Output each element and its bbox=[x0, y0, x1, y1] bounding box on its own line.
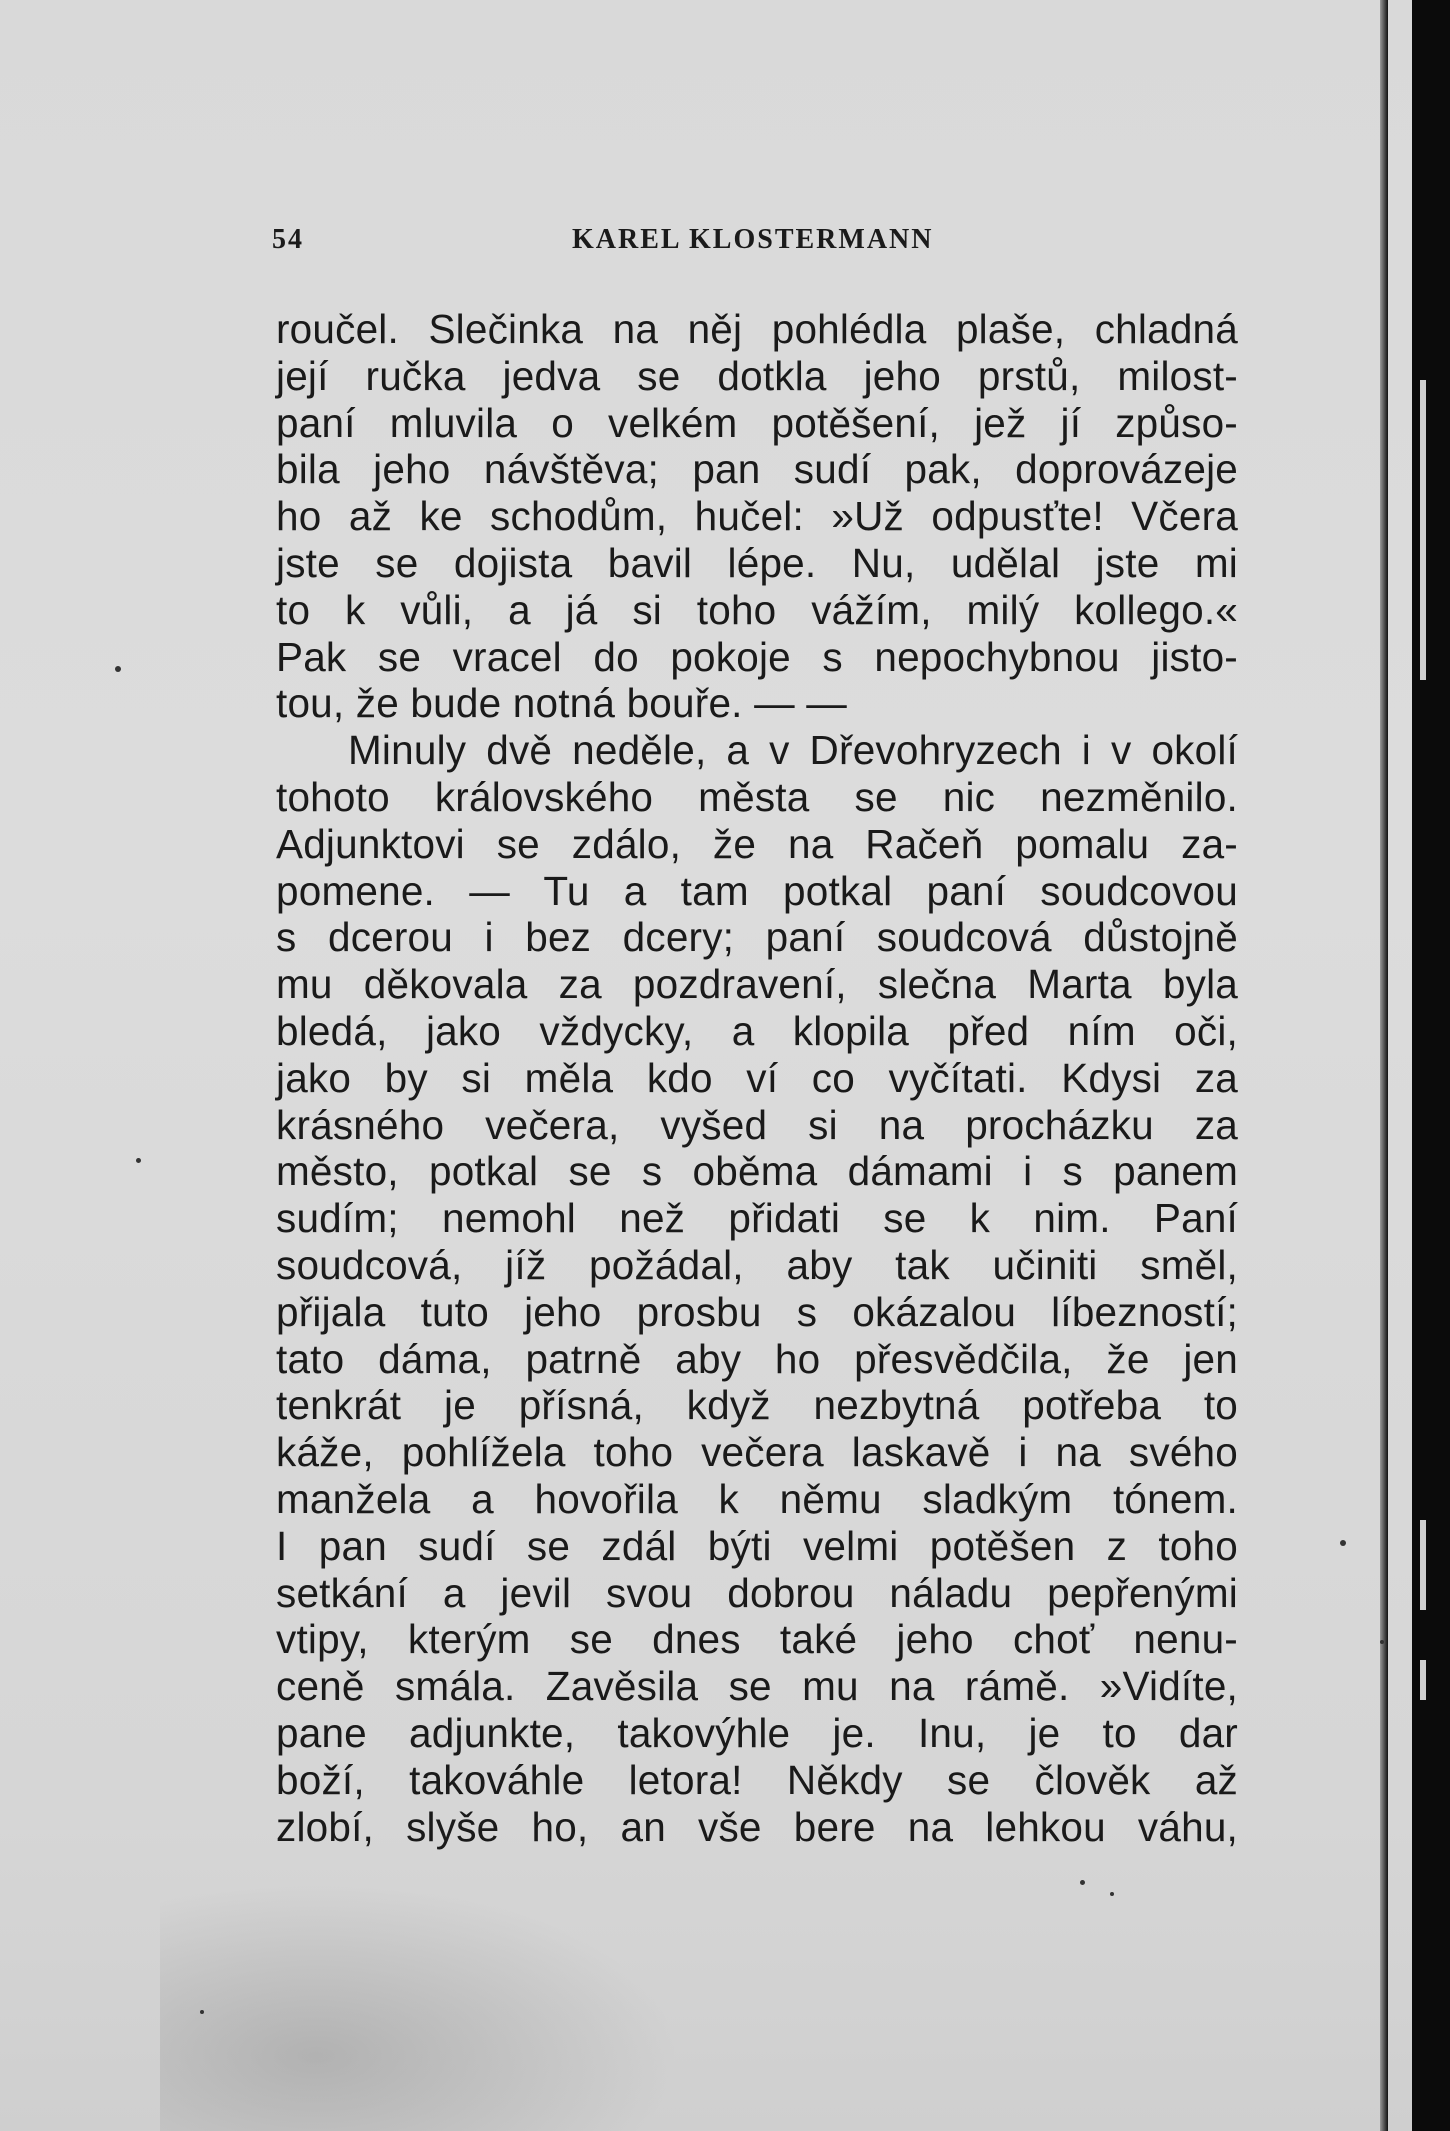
text-line: ceně smála. Zavěsila se mu na rámě. »Vidíte, bbox=[276, 1663, 1238, 1710]
text-line: město, potkal se s oběma dámami i s panem bbox=[276, 1148, 1238, 1195]
text-line: káže, pohlížela toho večera laskavě i na svého bbox=[276, 1429, 1238, 1476]
print-speck bbox=[115, 666, 121, 672]
text-line: pomene. — Tu a tam potkal paní soudcovou bbox=[276, 867, 1238, 914]
page-edge-shadow bbox=[1380, 0, 1388, 2131]
text-line: s dcerou i bez dcery; paní soudcová důstojně bbox=[276, 914, 1238, 961]
text-line: její ručka jedva se dotkla jeho prstů, milost- bbox=[276, 352, 1238, 399]
border-mark bbox=[1420, 1660, 1426, 1700]
text-line: tenkrát je přísná, když nezbytná potřeba to bbox=[276, 1382, 1238, 1429]
print-speck bbox=[200, 2010, 204, 2014]
text-line: vtipy, kterým se dnes také jeho choť nenu- bbox=[276, 1616, 1238, 1663]
border-mark bbox=[1420, 380, 1426, 680]
text-line: jako by si měla kdo ví co vyčítati. Kdysi za bbox=[276, 1054, 1238, 1101]
scan-border bbox=[1412, 0, 1450, 2131]
running-header bbox=[272, 224, 952, 260]
text-line: jste se dojista bavil lépe. Nu, udělal jste mi bbox=[276, 539, 1238, 586]
text-line: manžela a hovořila k němu sladkým tónem. bbox=[276, 1475, 1238, 1522]
text-line: krásného večera, vyšed si na procházku za bbox=[276, 1101, 1238, 1148]
running-title: KAREL KLOSTERMANN bbox=[572, 224, 934, 255]
print-speck bbox=[136, 1158, 141, 1163]
text-line: soudcová, jíž požádal, aby tak učiniti směl, bbox=[276, 1241, 1238, 1288]
text-line: tohoto královského města se nic nezměnilo. bbox=[276, 773, 1238, 820]
text-line: ho až ke schodům, hučel: »Už odpusťte! Včera bbox=[276, 493, 1238, 540]
page-smudge bbox=[160, 1880, 680, 2131]
text-line: tato dáma, patrně aby ho přesvědčila, že jen bbox=[276, 1335, 1238, 1382]
border-mark bbox=[1420, 1520, 1426, 1610]
text-line: bila jeho návštěva; pan sudí pak, doprovázeje bbox=[276, 446, 1238, 493]
text-line: sudím; nemohl než přidati se k nim. Paní bbox=[276, 1195, 1238, 1242]
print-speck bbox=[1340, 1540, 1346, 1546]
text-line: tou, že bude notná bouře. — — bbox=[276, 680, 847, 727]
text-line: Pak se vracel do pokoje s nepochybnou jisto- bbox=[276, 633, 1238, 680]
text-line: Minuly dvě neděle, a v Dřevohryzech i v okolí bbox=[348, 727, 1238, 774]
text-line: Adjunktovi se zdálo, že na Račeň pomalu za- bbox=[276, 820, 1238, 867]
text-line: paní mluvila o velkém potěšení, jež jí způso- bbox=[276, 399, 1238, 446]
print-speck bbox=[1080, 1880, 1085, 1885]
text-line: setkání a jevil svou dobrou náladu pepřenými bbox=[276, 1569, 1238, 1616]
text-line: bledá, jako vždycky, a klopila před ním oči, bbox=[276, 1007, 1238, 1054]
body-text bbox=[276, 306, 1238, 1850]
text-line: mu děkovala za pozdravení, slečna Marta byla bbox=[276, 961, 1238, 1008]
text-line: pane adjunkte, takovýhle je. Inu, je to dar bbox=[276, 1709, 1238, 1756]
text-line: zlobí, slyše ho, an vše bere na lehkou váhu, bbox=[276, 1803, 1238, 1850]
text-line: přijala tuto jeho prosbu s okázalou líbezností; bbox=[276, 1288, 1238, 1335]
text-line: boží, takováhle letora! Někdy se člověk až bbox=[276, 1756, 1238, 1803]
text-line: I pan sudí se zdál býti velmi potěšen z toho bbox=[276, 1522, 1238, 1569]
print-speck bbox=[1110, 1892, 1114, 1896]
text-line: roučel. Slečinka na něj pohlédla plaše, chladná bbox=[276, 306, 1238, 352]
text-line: to k vůli, a já si toho vážím, milý kollego.« bbox=[276, 586, 1238, 633]
page-number: 54 bbox=[272, 224, 304, 255]
print-speck bbox=[1380, 1640, 1384, 1644]
